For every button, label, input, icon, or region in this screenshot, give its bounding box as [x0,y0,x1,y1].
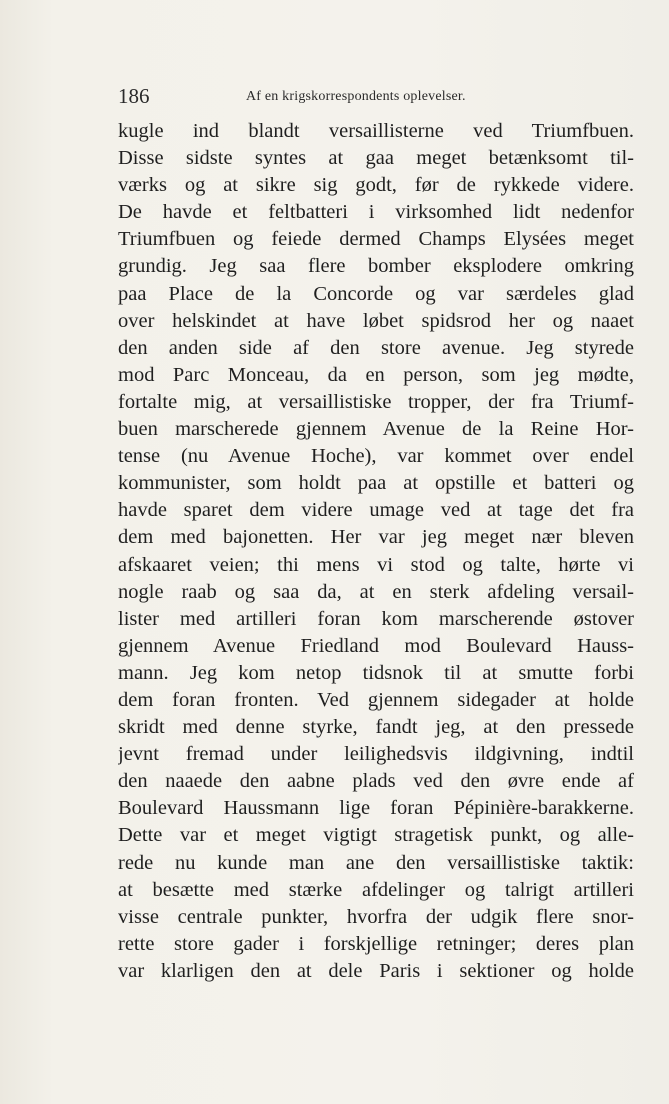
running-title: Af en krigskorrespondents oplevelser. [246,89,466,104]
text-line: tense (nu Avenue Hoche), var kommet over endel [118,445,634,468]
text-line: buen marscherede gjennem Avenue de la Reine Hor- [118,418,634,441]
page-number: 186 [118,84,150,108]
text-line: De havde et feltbatteri i virksomhed lidt nedenfor [118,201,634,224]
text-line: den naaede den aabne plads ved den øvre ende af [118,770,634,793]
text-line: visse centrale punkter, hvorfra der udgik flere snor- [118,905,634,928]
text-line: rede nu kunde man ane den versaillistiske taktik: [118,851,634,874]
text-line: var klarligen den at dele Paris i sektioner og holde [118,959,634,982]
text-line: kugle ind blandt versaillisterne ved Triumfbuen. [118,120,634,142]
text-line: værks og at sikre sig godt, før de rykkede videre. [118,174,634,197]
text-line: Dette var et meget vigtigt stragetisk punkt, og alle- [118,824,634,847]
text-line: grundig. Jeg saa flere bomber eksplodere omkring [118,255,634,278]
text-line: Disse sidste syntes at gaa meget betænksomt til- [118,147,634,170]
text-line: den anden side af den store avenue. Jeg styrede [118,336,634,359]
text-line: dem foran fronten. Ved gjennem sidegader at holde [118,688,634,711]
text-line: fortalte mig, at versaillistiske tropper, der fra Triumf- [118,390,634,413]
text-line: at besætte med stærke afdelinger og talrigt artilleri [118,878,634,901]
text-line: mod Parc Monceau, da en person, som jeg mødte, [118,363,634,386]
text-line: paa Place de la Concorde og var særdeles glad [118,282,634,305]
text-line: jevnt fremad under leilighedsvis ildgivning, indtil [118,743,634,766]
text-line: Boulevard Haussmann lige foran Pépinière-barakkerne. [118,797,634,820]
text-line: skridt med denne styrke, fandt jeg, at den pressede [118,716,634,739]
page-header [118,84,634,114]
text-line: lister med artilleri foran kom marscherende østover [118,607,634,630]
text-line: dem med bajonetten. Her var jeg meget nær bleven [118,526,634,549]
text-line: afskaaret veien; thi mens vi stod og talte, hørte vi [118,553,634,576]
body-text [118,118,634,985]
text-line: gjennem Avenue Friedland mod Boulevard Hauss- [118,634,634,657]
text-line: nogle raab og saa da, at en sterk afdeling versail- [118,580,634,603]
text-line: havde sparet dem videre umage ved at tage det fra [118,499,634,522]
text-line: over helskindet at have løbet spidsrod her og naaet [118,309,634,332]
text-line: kommunister, som holdt paa at opstille et batteri og [118,472,634,495]
text-line: mann. Jeg kom netop tidsnok til at smutte forbi [118,661,634,684]
text-line: rette store gader i forskjellige retninger; deres plan [118,932,634,955]
text-line: Triumfbuen og feiede dermed Champs Elysées meget [118,228,634,251]
